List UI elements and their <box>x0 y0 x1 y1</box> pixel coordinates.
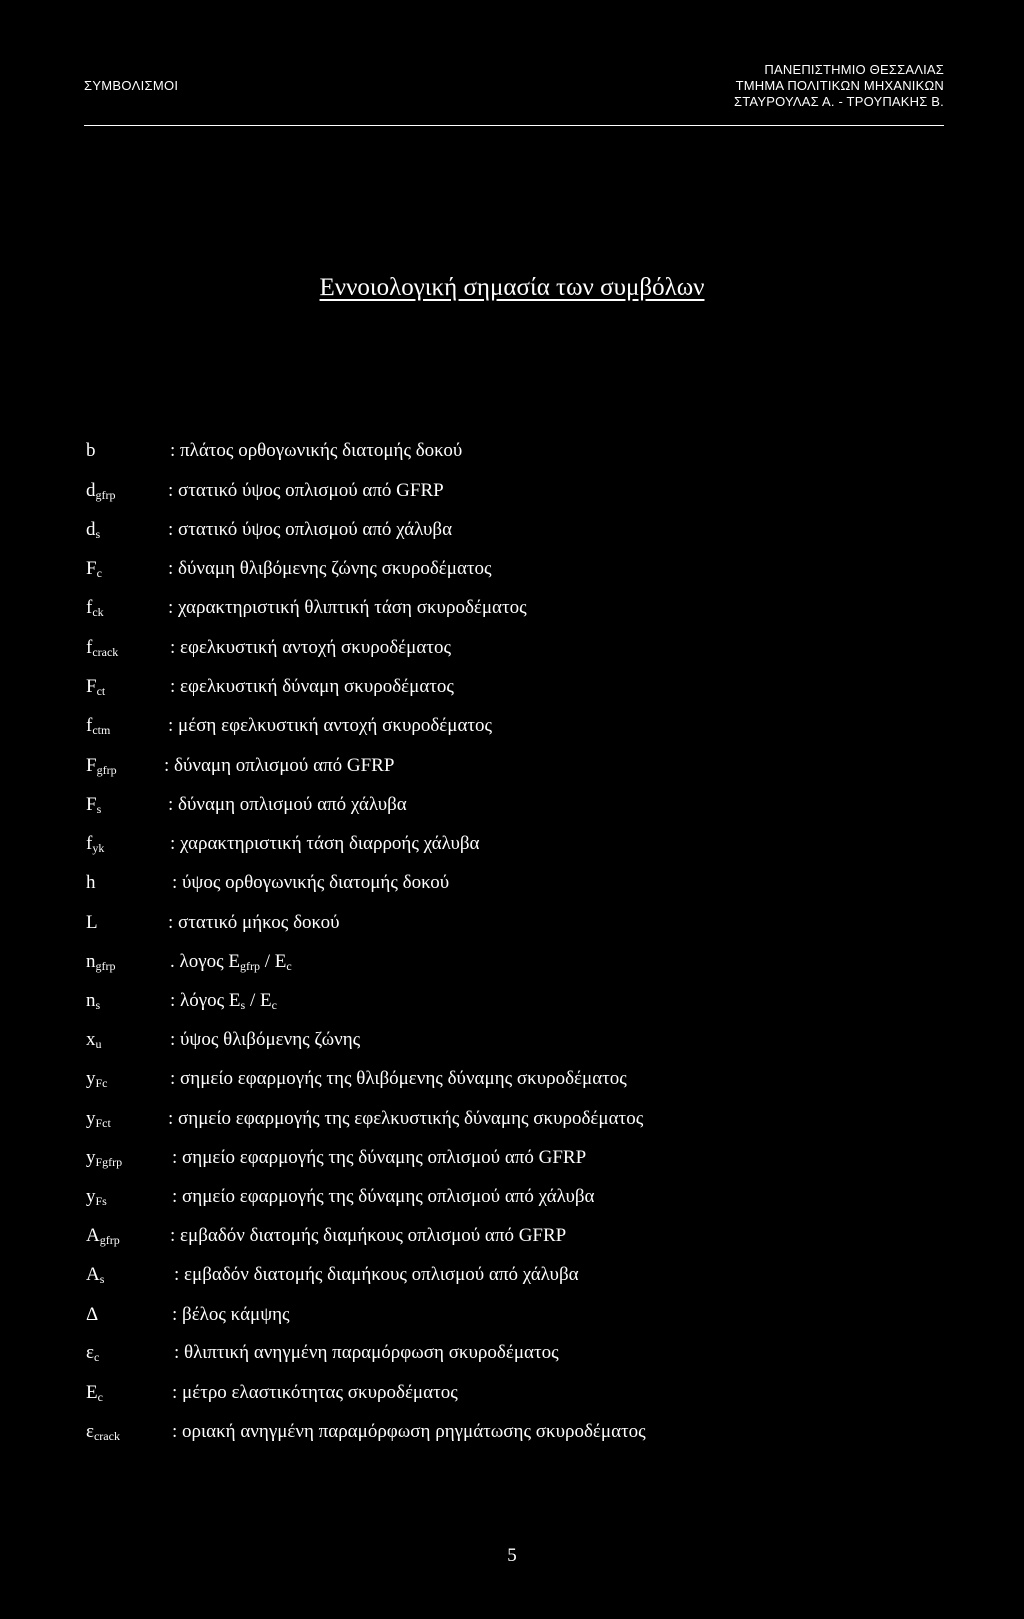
symbol-definition <box>172 1380 458 1406</box>
symbol-definition <box>168 478 444 504</box>
symbol-subscript: gfrp <box>96 763 117 777</box>
symbol-term <box>86 753 117 783</box>
symbol-subscript: crack <box>93 1429 120 1443</box>
symbol-row <box>86 1027 966 1053</box>
definition-text: : χαρακτηριστική θλιπτική τάση σκυροδέματος <box>168 597 527 618</box>
symbol-definition <box>172 1184 595 1210</box>
symbol-base: f <box>86 637 93 658</box>
symbol-base: x <box>86 1029 96 1050</box>
symbol-term <box>86 1302 98 1328</box>
definition-text: : σημείο εφαρμογής της δύναμης οπλισμού από χάλυβα <box>172 1186 595 1207</box>
symbol-definition <box>170 949 292 979</box>
definition-text: : ύψος ορθογωνικής διατομής δοκού <box>172 872 450 893</box>
symbol-subscript: crack <box>92 645 119 659</box>
symbol-definition <box>174 1262 579 1288</box>
symbol-row <box>86 478 966 504</box>
symbol-term <box>86 1419 120 1449</box>
symbol-subscript: ct <box>96 684 106 698</box>
symbol-row <box>86 674 966 700</box>
definition-defa: E <box>228 951 240 972</box>
symbol-row <box>86 910 966 936</box>
symbol-term <box>86 792 101 822</box>
symbol-base: n <box>86 951 96 972</box>
symbol-definition <box>168 595 527 621</box>
symbol-term <box>86 870 96 896</box>
symbol-base: y <box>86 1147 96 1168</box>
header-institution <box>734 62 944 110</box>
symbol-row <box>86 1380 966 1406</box>
symbol-term <box>86 1380 103 1410</box>
definition-text: : στατικό ύψος οπλισμού από χάλυβα <box>168 519 453 540</box>
definition-text: : πλάτος ορθογωνικής διατομής δοκού <box>170 440 463 461</box>
symbol-row <box>86 988 966 1014</box>
symbol-base: y <box>86 1186 96 1207</box>
symbol-row <box>86 438 966 464</box>
symbol-subscript: ctm <box>92 723 111 737</box>
symbol-subscript: gfrp <box>99 1233 120 1247</box>
symbol-base: f <box>86 715 93 736</box>
definition-defasub: gfrp <box>240 959 260 973</box>
symbol-definition <box>168 1106 643 1132</box>
symbol-term <box>86 949 116 979</box>
definition-defb: E <box>259 990 272 1011</box>
symbol-base: L <box>86 912 98 933</box>
symbol-subscript: c <box>93 1350 100 1364</box>
symbol-subscript: u <box>95 1037 102 1051</box>
symbol-subscript: gfrp <box>95 488 116 502</box>
symbol-term <box>86 1223 120 1253</box>
symbol-term <box>86 438 96 464</box>
symbol-row <box>86 1262 966 1288</box>
symbol-term <box>86 1145 122 1175</box>
symbol-term <box>86 478 116 508</box>
definition-defmid: / <box>260 951 275 972</box>
definition-defmid: / <box>245 990 260 1011</box>
definition-defa: E <box>228 990 241 1011</box>
symbol-definition <box>170 1066 627 1092</box>
symbol-row <box>86 1184 966 1210</box>
definition-text: : μέση εφελκυστική αντοχή σκυροδέματος <box>168 715 493 736</box>
symbol-definition <box>172 1145 586 1171</box>
definition-text: : λόγος <box>170 990 229 1011</box>
symbol-term <box>86 910 98 936</box>
definition-defbsub: c <box>286 959 292 973</box>
symbol-row <box>86 870 966 896</box>
symbol-subscript: Fs <box>95 1194 107 1208</box>
symbol-term <box>86 1066 108 1096</box>
definition-text: : σημείο εφαρμογής της δύναμης οπλισμού από GFRP <box>172 1147 587 1168</box>
symbol-definition <box>170 831 480 857</box>
symbol-definition <box>172 1302 290 1328</box>
symbol-term <box>86 1340 99 1370</box>
symbol-subscript: s <box>99 1272 105 1286</box>
symbol-term <box>86 1262 104 1292</box>
symbol-base: A <box>86 1225 100 1246</box>
symbol-term <box>86 1184 107 1214</box>
symbol-subscript: s <box>95 527 101 541</box>
symbol-base: Δ <box>86 1304 99 1325</box>
symbol-definition <box>164 753 394 779</box>
symbol-base: n <box>86 990 96 1011</box>
page-title: Εννοιολογική σημασία των συμβόλων <box>319 274 705 301</box>
header-university: ΠΑΝΕΠΙΣΤΗΜΙΟ ΘΕΣΣΑΛΙΑΣ <box>764 62 944 77</box>
symbol-term <box>86 713 110 743</box>
symbol-subscript: s <box>96 802 102 816</box>
symbol-subscript: Fgfrp <box>95 1155 123 1169</box>
symbol-subscript: s <box>95 998 101 1012</box>
definition-defasub: s <box>240 998 246 1012</box>
definition-text: : οριακή ανηγμένη παραμόρφωση ρηγμάτωσης σκυροδέματος <box>172 1421 646 1442</box>
definition-text: : δύναμη οπλισμού από GFRP <box>164 755 395 776</box>
definition-text: : βέλος κάμψης <box>172 1304 290 1325</box>
page-number: 5 <box>507 1545 517 1566</box>
definition-text: : σημείο εφαρμογής της θλιβόμενης δύναμης σκυροδέματος <box>170 1068 627 1089</box>
header-department: ΤΜΗΜΑ ΠΟΛΙΤΙΚΩΝ ΜΗΧΑΝΙΚΩΝ <box>735 78 944 93</box>
symbol-definition <box>168 713 492 739</box>
symbol-row <box>86 1340 966 1366</box>
symbol-row <box>86 949 966 975</box>
symbol-row <box>86 517 966 543</box>
definition-defbsub: c <box>271 998 277 1012</box>
symbol-definition <box>170 635 451 661</box>
symbol-definition <box>170 674 454 700</box>
symbol-term <box>86 1027 102 1057</box>
symbol-row <box>86 1106 966 1132</box>
symbol-base: d <box>86 519 96 540</box>
definition-text: . λογος <box>170 951 229 972</box>
definition-text: : δύναμη οπλισμού από χάλυβα <box>168 794 407 815</box>
symbol-base: F <box>86 676 97 697</box>
symbol-term <box>86 988 100 1018</box>
definition-text: : στατικό ύψος οπλισμού από GFRP <box>168 480 444 501</box>
symbol-definition <box>168 792 407 818</box>
symbol-base: ε <box>86 1421 94 1442</box>
definition-text: : εμβαδόν διατομής διαμήκους οπλισμού από χάλυβα <box>174 1264 579 1285</box>
symbol-base: F <box>86 558 97 579</box>
symbol-base: y <box>86 1068 96 1089</box>
symbol-row <box>86 1066 966 1092</box>
symbol-term <box>86 635 118 665</box>
symbol-term <box>86 595 104 625</box>
symbol-term <box>86 1106 111 1136</box>
definition-text: : εφελκυστική αντοχή σκυροδέματος <box>170 637 451 658</box>
header-divider <box>84 125 944 126</box>
symbol-row <box>86 595 966 621</box>
definition-text: : θλιπτική ανηγμένη παραμόρφωση σκυροδέματος <box>174 1342 559 1363</box>
symbol-definition <box>168 517 452 543</box>
header-authors: ΣΤΑΥΡΟΥΛΑΣ Α. - ΤΡΟΥΠΑΚΗΣ Β. <box>734 94 944 109</box>
symbol-row <box>86 1302 966 1328</box>
definition-text: : μέτρο ελαστικότητας σκυροδέματος <box>172 1382 458 1403</box>
symbol-base: F <box>86 755 97 776</box>
definition-text: : ύψος θλιβόμενης ζώνης <box>170 1029 361 1050</box>
symbol-base: d <box>86 480 96 501</box>
symbol-definition <box>172 1419 646 1445</box>
symbol-row <box>86 753 966 779</box>
symbol-base: E <box>86 1382 98 1403</box>
symbol-base: b <box>86 440 96 461</box>
symbol-subscript: c <box>97 1390 103 1404</box>
symbol-row <box>86 792 966 818</box>
symbol-base: f <box>86 597 93 618</box>
definition-text: : δύναμη θλιβόμενης ζώνης σκυροδέματος <box>168 558 492 579</box>
symbol-row <box>86 831 966 857</box>
symbol-base: f <box>86 833 93 854</box>
symbol-definition <box>170 1223 566 1249</box>
symbol-definition <box>170 1027 360 1053</box>
definition-text: : εφελκυστική δύναμη σκυροδέματος <box>170 676 454 697</box>
symbol-row <box>86 1223 966 1249</box>
symbol-term <box>86 831 104 861</box>
symbol-subscript: yk <box>92 841 105 855</box>
symbol-subscript: Fct <box>95 1116 111 1130</box>
symbol-base: ε <box>86 1342 94 1363</box>
symbol-base: h <box>86 872 96 893</box>
symbol-term <box>86 674 105 704</box>
symbol-row <box>86 1419 966 1445</box>
symbol-definition <box>168 556 492 582</box>
symbol-row <box>86 635 966 661</box>
symbol-subscript: gfrp <box>95 959 116 973</box>
symbol-subscript: c <box>96 566 102 580</box>
symbol-definition <box>170 988 277 1018</box>
symbol-base: A <box>86 1264 100 1285</box>
definition-text: : εμβαδόν διατομής διαμήκους οπλισμού από GFRP <box>170 1225 567 1246</box>
header-section-label: ΣΥΜΒΟΛΙΣΜΟΙ <box>84 78 179 93</box>
symbol-row <box>86 556 966 582</box>
symbol-base: y <box>86 1108 96 1129</box>
symbol-definition <box>170 438 462 464</box>
symbol-term <box>86 517 100 547</box>
definition-text: : στατικό μήκος δοκού <box>168 912 340 933</box>
definition-text: : χαρακτηριστική τάση διαρροής χάλυβα <box>170 833 480 854</box>
symbol-subscript: Fc <box>95 1076 108 1090</box>
symbol-definition <box>174 1340 559 1366</box>
symbol-definition <box>172 870 449 896</box>
symbol-row <box>86 1145 966 1171</box>
definition-defb: E <box>274 951 287 972</box>
symbol-row <box>86 713 966 739</box>
symbol-subscript: ck <box>92 605 104 619</box>
definition-text: : σημείο εφαρμογής της εφελκυστικής δύναμης σκυροδέματος <box>168 1108 644 1129</box>
symbol-term <box>86 556 102 586</box>
symbol-base: F <box>86 794 97 815</box>
symbol-definition <box>168 910 340 936</box>
